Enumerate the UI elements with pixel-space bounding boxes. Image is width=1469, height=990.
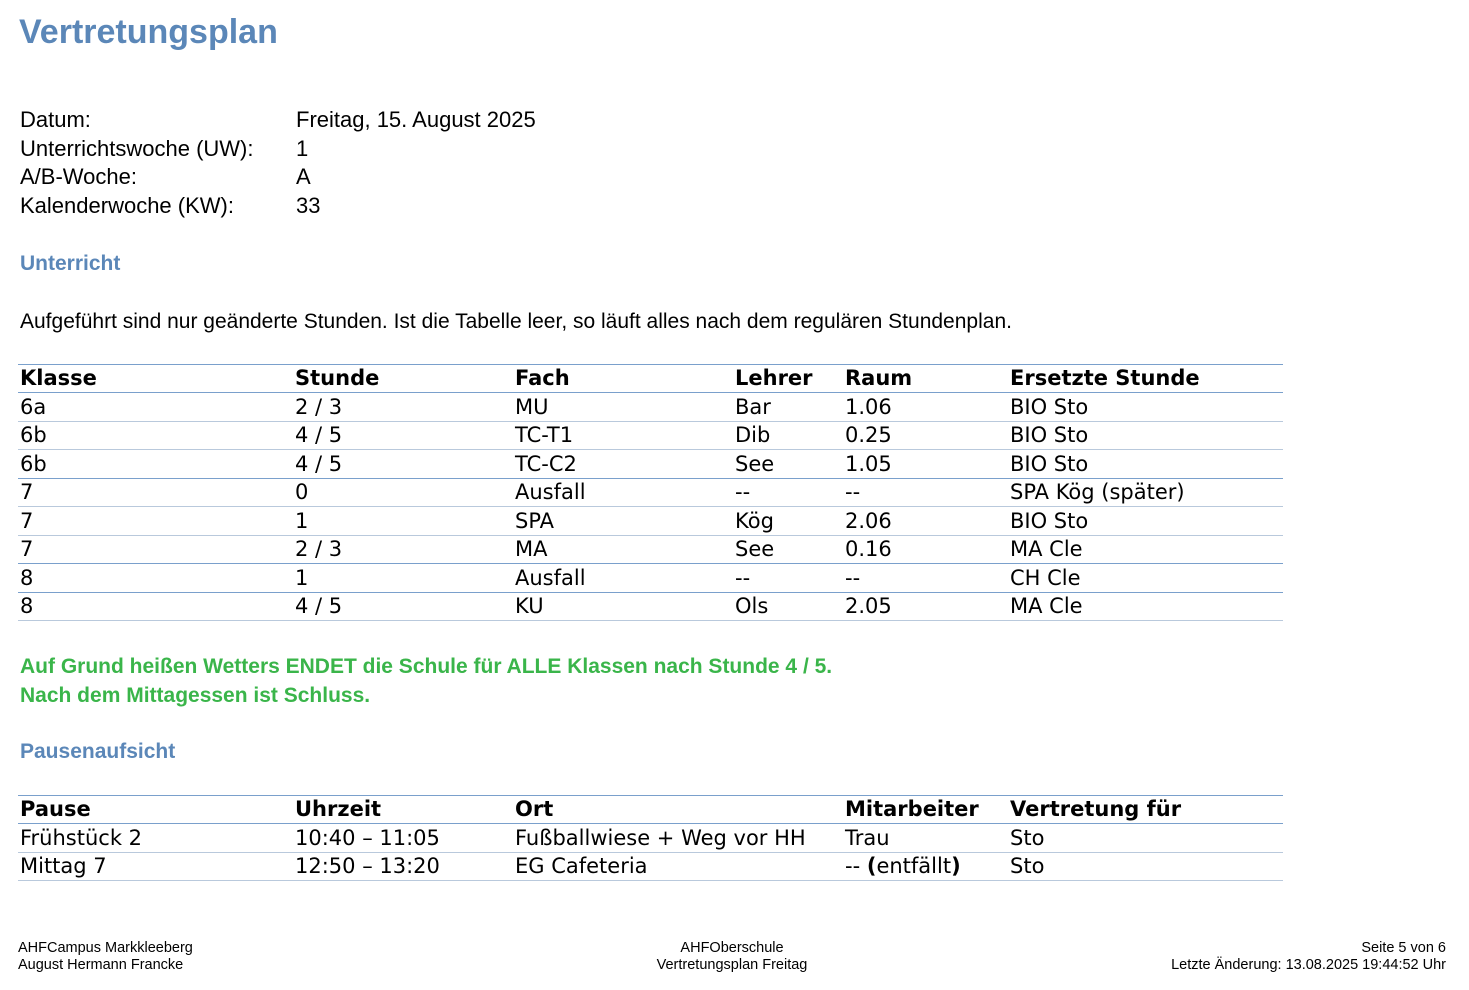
heat-alert-message <box>20 652 832 710</box>
cell-klasse: 7 <box>18 478 293 507</box>
cell-raum: -- <box>843 478 1008 507</box>
column-header-vertretung-fuer: Vertretung für <box>1008 796 1283 824</box>
footer-left <box>18 940 193 973</box>
table-row <box>18 564 1283 593</box>
cell-lehrer: Ols <box>733 592 843 621</box>
cell-ersetzte-stunde: CH Cle <box>1008 564 1283 593</box>
pausenaufsicht-table <box>18 795 1283 881</box>
paren-close: ) <box>951 854 961 878</box>
info-label: Unterrichtswoche (UW): <box>20 135 254 161</box>
table-row <box>18 393 1283 422</box>
cell-klasse: 6b <box>18 421 293 450</box>
info-value: 33 <box>296 192 321 218</box>
cell-fach: SPA <box>513 507 733 536</box>
unterricht-table <box>18 364 1283 621</box>
cell-klasse: 7 <box>18 507 293 536</box>
footer-right <box>1171 940 1446 973</box>
cell-klasse: 7 <box>18 535 293 564</box>
cell-raum: 1.06 <box>843 393 1008 422</box>
cell-klasse: 6b <box>18 450 293 479</box>
cell-pause: Frühstück 2 <box>18 824 293 853</box>
cell-pause: Mittag 7 <box>18 852 293 881</box>
cell-stunde: 4 / 5 <box>293 421 513 450</box>
cell-vertretung: Sto <box>1008 852 1283 881</box>
cell-stunde: 1 <box>293 564 513 593</box>
footer-last-modified: Letzte Änderung: 13.08.2025 19:44:52 Uhr <box>1171 956 1446 973</box>
cell-ersetzte-stunde: MA Cle <box>1008 535 1283 564</box>
footer-center <box>582 940 882 973</box>
cell-raum: 2.06 <box>843 507 1008 536</box>
cell-klasse: 6a <box>18 393 293 422</box>
column-header-pause: Pause <box>18 796 293 824</box>
column-header-mitarbeiter: Mitarbeiter <box>843 796 1008 824</box>
cell-raum: 0.25 <box>843 421 1008 450</box>
info-label: Datum: <box>20 107 91 132</box>
unterricht-note: Aufgeführt sind nur geänderte Stunden. Ist die Tabelle leer, so läuft alles nach dem regulären Stundenplan. <box>20 310 1012 333</box>
cell-stunde: 4 / 5 <box>293 450 513 479</box>
cell-lehrer: See <box>733 535 843 564</box>
cell-stunde: 0 <box>293 478 513 507</box>
cell-fach: MU <box>513 393 733 422</box>
cell-ort: EG Cafeteria <box>513 852 843 881</box>
cell-fach: TC-C2 <box>513 450 733 479</box>
cell-stunde: 2 / 3 <box>293 535 513 564</box>
cell-raum: 2.05 <box>843 592 1008 621</box>
cell-stunde: 1 <box>293 507 513 536</box>
column-header-raum: Raum <box>843 365 1008 393</box>
column-header-uhrzeit: Uhrzeit <box>293 796 513 824</box>
cell-ort: Fußballwiese + Weg vor HH <box>513 824 843 853</box>
table-row <box>18 852 1283 881</box>
column-header-fach: Fach <box>513 365 733 393</box>
info-value: 1 <box>296 135 309 161</box>
column-header-lehrer: Lehrer <box>733 365 843 393</box>
cell-mitarbeiter: Trau <box>843 824 1008 853</box>
table-header-row <box>18 796 1283 824</box>
mitarbeiter-dash: -- <box>845 854 867 878</box>
cell-uhrzeit: 10:40 – 11:05 <box>293 824 513 853</box>
cell-raum: 0.16 <box>843 535 1008 564</box>
table-row <box>18 507 1283 536</box>
cell-ersetzte-stunde: SPA Kög (später) <box>1008 478 1283 507</box>
cell-uhrzeit: 12:50 – 13:20 <box>293 852 513 881</box>
page-title: Vertretungsplan <box>19 13 278 51</box>
cell-ersetzte-stunde: MA Cle <box>1008 592 1283 621</box>
info-value: Freitag, 15. August 2025 <box>296 107 536 132</box>
footer-school-name: August Hermann Francke <box>18 956 184 973</box>
footer-school: AHFOberschule <box>680 940 784 956</box>
mitarbeiter-entfaellt: entfällt <box>876 854 952 878</box>
cell-klasse: 8 <box>18 592 293 621</box>
cell-fach: Ausfall <box>513 564 733 593</box>
paren-open: ( <box>866 854 877 878</box>
cell-stunde: 2 / 3 <box>293 393 513 422</box>
table-row <box>18 421 1283 450</box>
cell-fach: Ausfall <box>513 478 733 507</box>
section-heading-unterricht: Unterricht <box>20 252 121 275</box>
cell-lehrer: -- <box>733 564 843 593</box>
cell-fach: KU <box>513 592 733 621</box>
table-row <box>18 592 1283 621</box>
cell-lehrer: Kög <box>733 507 843 536</box>
info-value: A <box>296 164 311 189</box>
footer-doc-title: Vertretungsplan Freitag <box>656 956 808 973</box>
cell-klasse: 8 <box>18 564 293 593</box>
table-row <box>18 478 1283 507</box>
column-header-ort: Ort <box>513 796 843 824</box>
footer-campus: AHFCampus Markkleeberg <box>18 940 193 956</box>
table-row <box>18 824 1283 853</box>
cell-lehrer: -- <box>733 478 843 507</box>
column-header-stunde: Stunde <box>293 365 513 393</box>
cell-fach: TC-T1 <box>513 421 733 450</box>
cell-stunde: 4 / 5 <box>293 592 513 621</box>
cell-ersetzte-stunde: BIO Sto <box>1008 421 1283 450</box>
cell-ersetzte-stunde: BIO Sto <box>1008 507 1283 536</box>
table-header-row <box>18 365 1283 393</box>
cell-ersetzte-stunde: BIO Sto <box>1008 450 1283 479</box>
info-label: Kalenderwoche (KW): <box>20 192 234 218</box>
info-label: A/B-Woche: <box>20 164 137 189</box>
cell-raum: 1.05 <box>843 450 1008 479</box>
cell-mitarbeiter <box>843 852 1008 881</box>
cell-vertretung: Sto <box>1008 824 1283 853</box>
column-header-ersetzte-stunde: Ersetzte Stunde <box>1008 365 1283 393</box>
table-row <box>18 535 1283 564</box>
cell-ersetzte-stunde: BIO Sto <box>1008 393 1283 422</box>
footer-page-number: Seite 5 von 6 <box>1361 940 1446 956</box>
cell-lehrer: See <box>733 450 843 479</box>
cell-lehrer: Bar <box>733 393 843 422</box>
cell-fach: MA <box>513 535 733 564</box>
section-heading-pausenaufsicht: Pausenaufsicht <box>20 740 176 763</box>
cell-lehrer: Dib <box>733 421 843 450</box>
alert-line: Nach dem Mittagessen ist Schluss. <box>20 684 371 707</box>
alert-line: Auf Grund heißen Wetters ENDET die Schule für ALLE Klassen nach Stunde 4 / 5. <box>20 655 833 678</box>
table-row <box>18 450 1283 479</box>
column-header-klasse: Klasse <box>18 365 293 393</box>
cell-raum: -- <box>843 564 1008 593</box>
